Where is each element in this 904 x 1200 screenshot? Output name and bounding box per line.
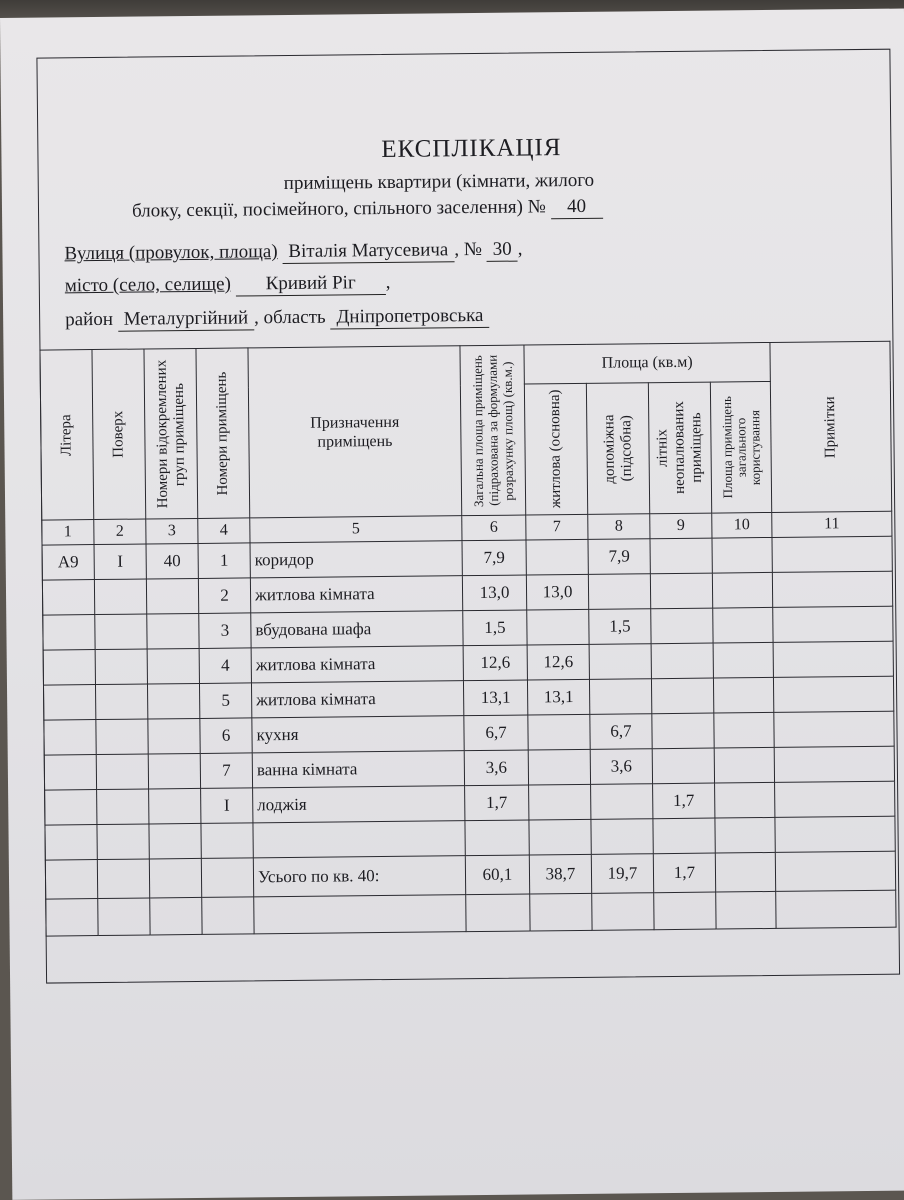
header-auxiliary: допоміжна (підсобна) xyxy=(586,383,649,515)
cell-group xyxy=(146,578,198,614)
cell-total-area: 1,7 xyxy=(465,785,529,821)
cell-living xyxy=(528,749,590,785)
street-line: Вулиця (провулок, площа) Віталія Матусевича , № 30 , xyxy=(64,238,523,265)
cell-unheated: 1,7 xyxy=(653,783,715,819)
cell-purpose: лоджія xyxy=(253,786,465,823)
cell-notes xyxy=(772,571,892,607)
col-number: 11 xyxy=(772,511,892,537)
cell-floor xyxy=(96,719,148,755)
cell-litera xyxy=(42,580,94,616)
cell-floor xyxy=(95,649,147,685)
cell-common xyxy=(715,782,775,818)
subtitle-line-2 xyxy=(132,196,603,224)
cell-group xyxy=(148,718,200,754)
cell-living xyxy=(526,539,588,575)
cell-purpose: вбудована шафа xyxy=(251,611,463,648)
col-number: 5 xyxy=(250,516,462,543)
district-line: район Металургійний , область Дніпропетровська xyxy=(65,305,489,332)
cell-litera xyxy=(44,755,96,791)
header-rooms: Номери приміщень xyxy=(196,348,250,519)
col-number: 9 xyxy=(650,513,712,539)
subtitle-line-1: приміщень квартири (кімнати, жилого xyxy=(283,169,595,195)
cell-purpose: кухня xyxy=(252,716,464,753)
cell-unheated xyxy=(650,573,712,609)
header-floor: Поверх xyxy=(92,349,146,520)
cell-group: 40 xyxy=(146,543,198,579)
cell-purpose: житлова кімната xyxy=(251,681,463,718)
cell-total-area: 3,6 xyxy=(464,750,528,786)
cell-floor xyxy=(94,579,146,615)
cell-auxiliary xyxy=(591,784,653,820)
col-number: 7 xyxy=(526,514,588,540)
cell-living xyxy=(529,784,591,820)
cell-unheated xyxy=(650,538,712,574)
cell-purpose: коридор xyxy=(250,541,462,578)
total-auxiliary: 19,7 xyxy=(591,854,653,894)
header-notes: Примітки xyxy=(770,341,892,512)
cell-room: 7 xyxy=(200,753,252,789)
header-purpose: Призначення приміщень xyxy=(248,346,462,518)
cell-unheated xyxy=(651,608,713,644)
cell-unheated xyxy=(652,713,714,749)
cell-purpose: житлова кімната xyxy=(250,576,462,613)
district-value: Металургійний xyxy=(118,307,255,331)
city-value: Кривий Ріг xyxy=(236,272,386,297)
cell-floor xyxy=(95,684,147,720)
cell-group xyxy=(147,648,199,684)
col-number: 10 xyxy=(712,512,772,538)
house-label: № xyxy=(463,238,483,261)
cell-group xyxy=(147,613,199,649)
header-common: Площа приміщень загального користування xyxy=(710,381,771,513)
cell-auxiliary xyxy=(588,574,650,610)
subtitle-line-2-text: блоку, секції, посімейного, спільного заселення) № xyxy=(131,196,546,222)
cell-unheated xyxy=(652,748,714,784)
cell-purpose: житлова кімната xyxy=(251,646,463,683)
document-title: ЕКСПЛІКАЦІЯ xyxy=(381,134,562,164)
cell-room: 6 xyxy=(200,718,252,754)
col-number: 3 xyxy=(146,518,198,544)
cell-common xyxy=(713,642,773,678)
cell-floor xyxy=(96,754,148,790)
cell-auxiliary: 3,6 xyxy=(590,749,652,785)
cell-room: 4 xyxy=(199,648,251,684)
city-label: місто (село, селище) xyxy=(64,273,232,297)
cell-total-area: 13,0 xyxy=(462,575,526,611)
cell-floor xyxy=(95,614,147,650)
total-label: Усього по кв. 40: xyxy=(253,856,465,897)
cell-common xyxy=(712,572,772,608)
cell-group xyxy=(148,753,200,789)
cell-litera xyxy=(43,650,95,686)
region-label: область xyxy=(263,306,326,329)
cell-unheated xyxy=(651,643,713,679)
cell-litera xyxy=(45,790,97,826)
header-area-group: Площа (кв.м) xyxy=(524,342,770,384)
cell-auxiliary: 7,9 xyxy=(588,539,650,575)
cell-litera xyxy=(43,685,95,721)
cell-auxiliary: 1,5 xyxy=(589,609,651,645)
cell-floor xyxy=(97,789,149,825)
street-label: Вулиця (провулок, площа) xyxy=(64,241,278,265)
cell-room: 2 xyxy=(198,578,250,614)
document-sheet xyxy=(0,9,904,1200)
cell-common xyxy=(712,537,772,573)
total-area: 60,1 xyxy=(465,855,529,895)
house-value: 30 xyxy=(487,239,518,262)
table-body xyxy=(42,536,895,860)
cell-auxiliary xyxy=(589,679,651,715)
col-number: 1 xyxy=(42,520,94,546)
cell-living xyxy=(528,714,590,750)
cell-group xyxy=(147,683,199,719)
cell-room: 1 xyxy=(198,543,250,579)
col-number: 8 xyxy=(588,514,650,540)
cell-litera xyxy=(43,615,95,651)
cell-group xyxy=(149,788,201,824)
cell-common xyxy=(714,712,774,748)
cell-room: 3 xyxy=(199,613,251,649)
cell-notes xyxy=(773,676,893,712)
cell-notes xyxy=(773,641,893,677)
header-living: житлова (основна) xyxy=(524,383,587,515)
header-unheated: літніх неопалюваних приміщень xyxy=(648,382,711,514)
header-total-area: Загальна площа приміщень (підрахована за формулами розрахунку площ) (кв.м.) xyxy=(460,345,526,516)
col-number: 4 xyxy=(198,518,250,544)
region-value: Дніпропетровська xyxy=(330,305,489,330)
street-value: Віталія Матусевича xyxy=(282,239,454,264)
total-living: 38,7 xyxy=(529,854,591,894)
cell-living xyxy=(527,609,589,645)
cell-total-area: 12,6 xyxy=(463,645,527,681)
cell-floor: І xyxy=(94,544,146,580)
cell-total-area: 6,7 xyxy=(464,715,528,751)
cell-total-area: 13,1 xyxy=(463,680,527,716)
cell-total-area: 7,9 xyxy=(462,540,526,576)
cell-notes xyxy=(774,711,894,747)
cell-unheated xyxy=(651,678,713,714)
cell-notes xyxy=(773,606,893,642)
cell-notes xyxy=(772,536,892,572)
city-line: місто (село, селище) Кривий Ріг , xyxy=(64,271,391,297)
cell-total-area: 1,5 xyxy=(463,610,527,646)
cell-living: 13,1 xyxy=(527,679,589,715)
explication-table xyxy=(39,341,896,937)
cell-living: 13,0 xyxy=(526,574,588,610)
cell-common xyxy=(713,677,773,713)
header-groups: Номери відокремлених груп приміщень xyxy=(144,348,198,519)
col-number: 2 xyxy=(94,519,146,545)
total-unheated: 1,7 xyxy=(653,853,715,893)
cell-living: 12,6 xyxy=(527,644,589,680)
cell-auxiliary xyxy=(589,644,651,680)
cell-litera: А9 xyxy=(42,545,94,581)
cell-common xyxy=(713,607,773,643)
cell-auxiliary: 6,7 xyxy=(590,714,652,750)
cell-notes xyxy=(774,746,894,782)
col-number: 6 xyxy=(462,515,526,541)
district-label: район xyxy=(65,308,114,331)
cell-purpose: ванна кімната xyxy=(252,751,464,788)
cell-room: 5 xyxy=(199,683,251,719)
cell-litera xyxy=(44,720,96,756)
header-litera: Літера xyxy=(40,350,94,521)
cell-common xyxy=(714,747,774,783)
cell-notes xyxy=(775,781,895,817)
cell-room: І xyxy=(201,788,253,824)
apartment-number: 40 xyxy=(550,196,602,220)
